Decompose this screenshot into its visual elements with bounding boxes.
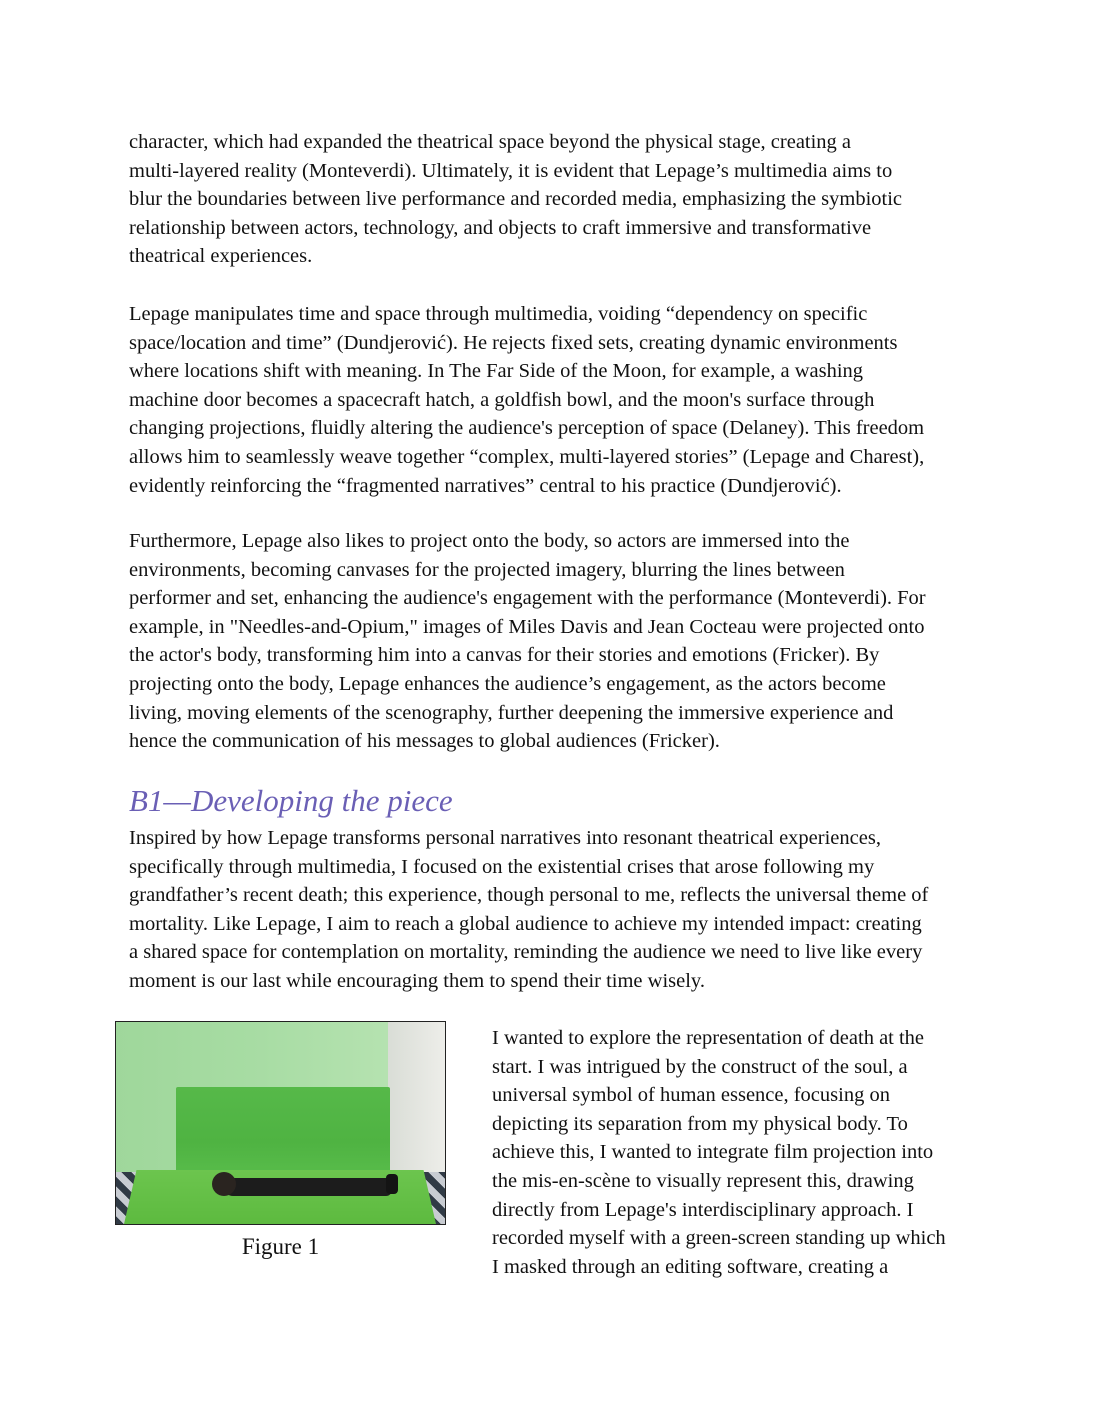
text-line: depicting its separation from my physical body. To xyxy=(492,1112,908,1135)
text-line: mortality. Like Lepage, I aim to reach a global audience to achieve my intended impact: creating xyxy=(129,912,922,935)
text-line: recorded myself with a green-screen standing up which xyxy=(492,1227,946,1250)
text-line: a shared space for contemplation on mortality, reminding the audience we need to live like every xyxy=(129,941,923,964)
text-line: evidently reinforcing the “fragmented narratives” central to his practice (Dundjerović). xyxy=(129,474,842,497)
text-line: machine door becomes a spacecraft hatch, a goldfish bowl, and the moon's surface through xyxy=(129,388,875,411)
figure-person-head xyxy=(212,1172,236,1196)
text-line: living, moving elements of the scenography, further deepening the immersive experience and xyxy=(129,701,894,724)
text-line: I wanted to explore the representation of death at the xyxy=(492,1027,925,1049)
text-line: multi-layered reality (Monteverdi). Ultimately, it is evident that Lepage’s multimedia aims to xyxy=(129,159,893,182)
text-line: directly from Lepage's interdisciplinary approach. I xyxy=(492,1198,914,1221)
text-line: the actor's body, transforming him into a canvas for their stories and emotions (Fricker). By xyxy=(129,644,880,667)
text-line: environments, becoming canvases for the projected imagery, blurring the lines between xyxy=(129,558,845,581)
text-line: allows him to seamlessly weave together “complex, multi-layered stories” (Lepage and Charest), xyxy=(129,445,925,468)
text-line: example, in "Needles-and-Opium," images of Miles Davis and Jean Cocteau were projected onto xyxy=(129,615,925,638)
text-line: specifically through multimedia, I focused on the existential crises that arose following my xyxy=(129,855,875,878)
text-line: blur the boundaries between live performance and recorded media, emphasizing the symbiotic xyxy=(129,188,903,211)
text-line: where locations shift with meaning. In The Far Side of the Moon, for example, a washing xyxy=(129,360,864,383)
text-line: relationship between actors, technology, and objects to craft immersive and transformative xyxy=(129,216,872,239)
text-line: Inspired by how Lepage transforms personal narratives into resonant theatrical experiences, xyxy=(129,827,881,849)
text-line: theatrical experiences. xyxy=(129,245,313,268)
figure-side-wall xyxy=(388,1022,446,1172)
paragraph-projection-on-body xyxy=(129,527,979,756)
text-line: Lepage manipulates time and space through multimedia, voiding “dependency on specific xyxy=(129,303,868,325)
text-line: hence the communication of his messages to global audiences (Fricker). xyxy=(129,730,720,753)
paragraph-multimedia-conclusion xyxy=(129,128,979,271)
text-line: grandfather’s recent death; this experience, though personal to me, reflects the universal theme of xyxy=(129,884,929,907)
section-heading: B1—Developing the piece xyxy=(129,783,453,818)
paragraph-inspiration xyxy=(129,824,979,996)
figure-lying-person xyxy=(224,1178,392,1196)
figure-green-screen xyxy=(176,1087,390,1179)
text-line: I masked through an editing software, creating a xyxy=(492,1255,889,1278)
text-line: achieve this, I wanted to integrate film projection into xyxy=(492,1141,934,1164)
paragraph-representation-of-death xyxy=(492,1024,982,1281)
text-line: character, which had expanded the theatrical space beyond the physical stage, creating a xyxy=(129,131,852,153)
text-line: projecting onto the body, Lepage enhances the audience’s engagement, as the actors become xyxy=(129,672,886,695)
figure-image-green-screen xyxy=(115,1021,446,1225)
paragraph-time-and-space xyxy=(129,300,979,500)
text-line: start. I was intrigued by the construct of the soul, a xyxy=(492,1055,908,1078)
figure-caption: Figure 1 xyxy=(241,1234,320,1259)
text-line: space/location and time” (Dundjerović). He rejects fixed sets, creating dynamic environments xyxy=(129,331,898,354)
figure-person-feet xyxy=(386,1174,398,1194)
text-line: changing projections, fluidly altering the audience's perception of space (Delaney). This freedom xyxy=(129,417,925,440)
text-line: moment is our last while encouraging them to spend their time wisely. xyxy=(129,969,705,992)
text-line: universal symbol of human essence, focusing on xyxy=(492,1084,890,1107)
text-line: performer and set, enhancing the audience's engagement with the performance (Monteverdi). For xyxy=(129,587,926,610)
text-line: Furthermore, Lepage also likes to project onto the body, so actors are immersed into the xyxy=(129,530,850,552)
text-line: the mis-en-scène to visually represent this, drawing xyxy=(492,1169,914,1192)
